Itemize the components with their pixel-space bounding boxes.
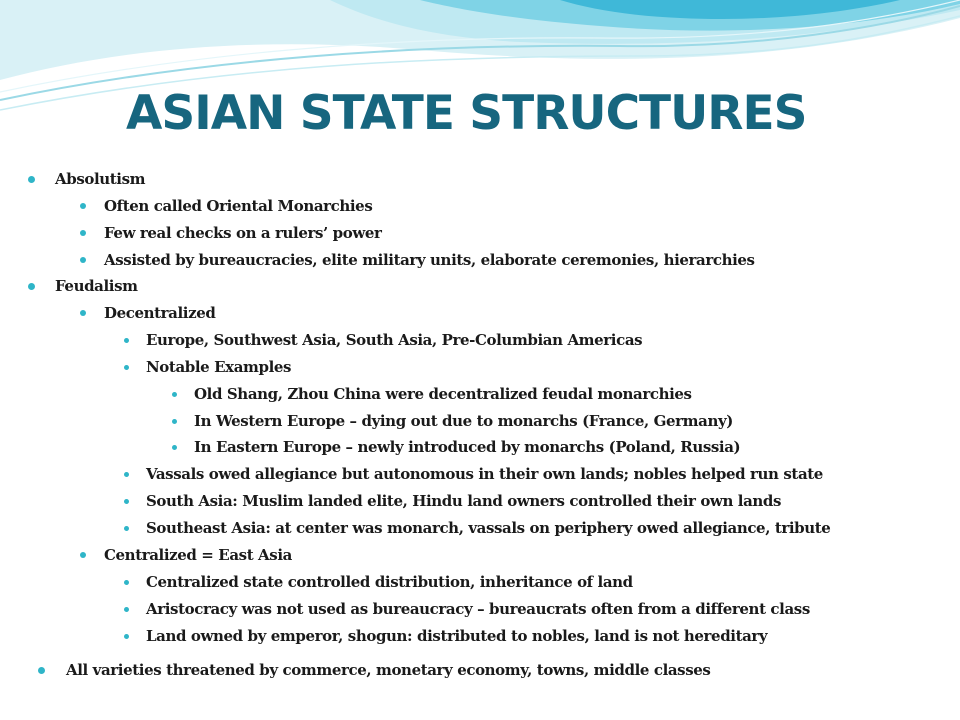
bullet-dot-icon bbox=[124, 499, 129, 504]
bullet-dot-icon bbox=[80, 230, 86, 236]
bullet-text: In Eastern Europe – newly introduced by monarchs (Poland, Russia) bbox=[194, 438, 741, 456]
bullet-text: Europe, Southwest Asia, South Asia, Pre-Columbian Americas bbox=[146, 331, 643, 349]
bullet-feudalism bbox=[55, 275, 138, 297]
bullet-text: Land owned by emperor, shogun: distributed to nobles, land is not hereditary bbox=[146, 627, 768, 645]
bullet-dot-icon bbox=[124, 365, 129, 370]
bullet-dot-icon bbox=[80, 257, 86, 263]
bullet-dot-icon bbox=[80, 203, 86, 209]
bullet-text: Centralized state controlled distribution, inheritance of land bbox=[146, 573, 633, 591]
bullet-dot-icon bbox=[172, 445, 177, 450]
bullet-item bbox=[146, 625, 767, 647]
bullet-item bbox=[146, 463, 823, 485]
bullet-text: All varieties threatened by commerce, monetary economy, towns, middle classes bbox=[66, 661, 711, 679]
bullet-text: Assisted by bureaucracies, elite military units, elaborate ceremonies, hierarchies bbox=[104, 251, 755, 269]
bullet-text: Absolutism bbox=[55, 170, 146, 188]
bullet-dot-icon bbox=[80, 310, 86, 316]
bullet-dot-icon bbox=[80, 552, 86, 558]
bullet-item bbox=[146, 490, 781, 512]
bullet-item bbox=[104, 249, 755, 271]
bullet-item bbox=[194, 383, 692, 405]
bullet-dot-icon bbox=[124, 634, 129, 639]
slide-title: ASIAN STATE STRUCTURES bbox=[126, 86, 807, 141]
bullet-text: Aristocracy was not used as bureaucracy – bureaucrats often from a different class bbox=[146, 600, 810, 618]
bullet-text: South Asia: Muslim landed elite, Hindu land owners controlled their own lands bbox=[146, 492, 782, 510]
bullet-dot-icon bbox=[28, 283, 35, 290]
bullet-dot-icon bbox=[124, 526, 129, 531]
bullet-dot-icon bbox=[124, 472, 129, 477]
bullet-item bbox=[194, 436, 740, 458]
bullet-text: Feudalism bbox=[55, 277, 138, 295]
bullet-item bbox=[194, 410, 733, 432]
bullet-notable-examples bbox=[146, 356, 291, 378]
bullet-centralized bbox=[104, 544, 292, 566]
bullet-text: Often called Oriental Monarchies bbox=[104, 197, 373, 215]
bullet-dot-icon bbox=[28, 176, 35, 183]
bullet-text: Southeast Asia: at center was monarch, vassals on periphery owed allegiance, tribute bbox=[146, 519, 831, 537]
bullet-text: Vassals owed allegiance but autonomous in their own lands; nobles helped run state bbox=[146, 465, 823, 483]
bullet-dot-icon bbox=[124, 607, 129, 612]
bullet-item bbox=[104, 195, 372, 217]
bullet-item bbox=[104, 222, 382, 244]
bullet-text: Few real checks on a rulers’ power bbox=[104, 224, 382, 242]
bullet-absolutism bbox=[55, 168, 145, 190]
bullet-text: Centralized = East Asia bbox=[104, 546, 292, 564]
bullet-decentralized bbox=[104, 302, 215, 324]
bullet-dot-icon bbox=[124, 580, 129, 585]
bullet-dot-icon bbox=[172, 392, 177, 397]
bullet-text: Old Shang, Zhou China were decentralized feudal monarchies bbox=[194, 385, 692, 403]
bullet-dot-icon bbox=[172, 419, 177, 424]
bullet-text: Notable Examples bbox=[146, 358, 292, 376]
bullet-item bbox=[146, 598, 810, 620]
bullet-item bbox=[146, 571, 633, 593]
bullet-text: Decentralized bbox=[104, 304, 216, 322]
bullet-text: In Western Europe – dying out due to monarchs (France, Germany) bbox=[194, 412, 733, 430]
bullet-item bbox=[146, 329, 642, 351]
bullet-item bbox=[146, 517, 830, 539]
bullet-dot-icon bbox=[38, 667, 45, 674]
bullet-dot-icon bbox=[124, 338, 129, 343]
bullet-final bbox=[66, 659, 710, 681]
